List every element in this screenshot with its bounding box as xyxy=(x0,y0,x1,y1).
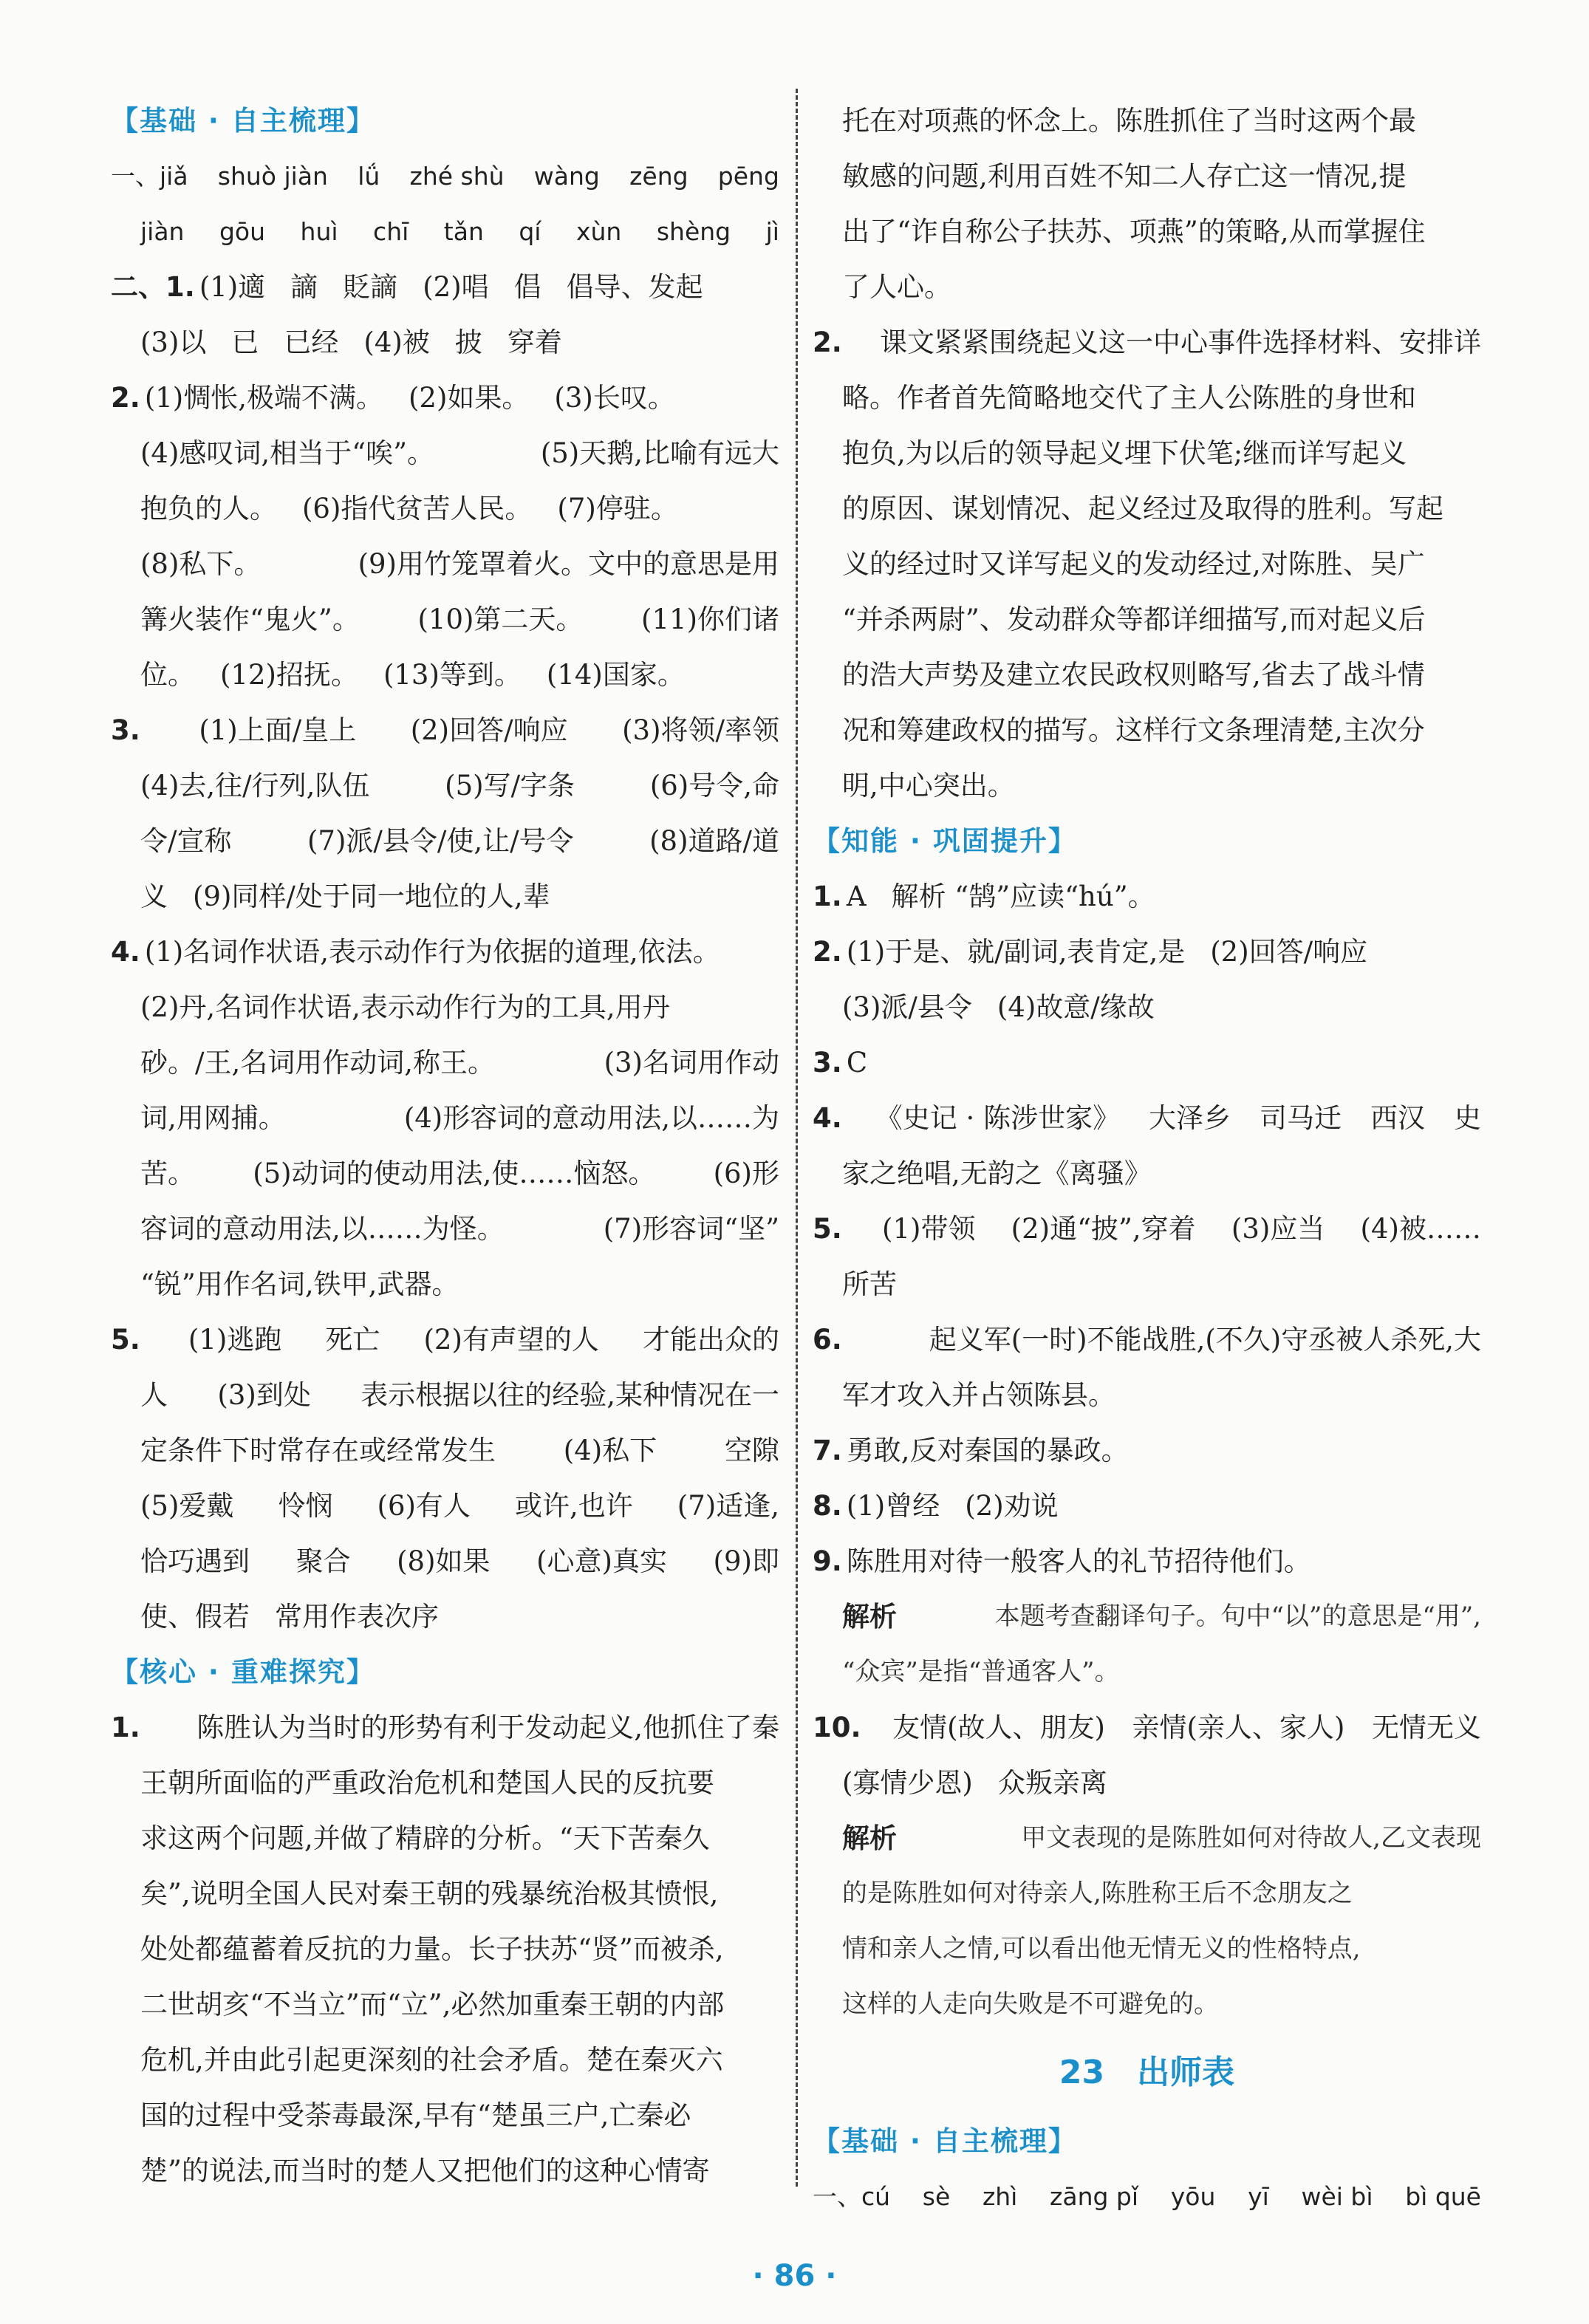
text-segment: jiàn xyxy=(140,217,185,246)
text-line xyxy=(111,1534,779,1589)
text-segment: (5)写/字条 xyxy=(445,770,575,802)
text-line xyxy=(111,1921,779,1977)
item-number: 2. xyxy=(813,936,842,968)
text-segment: 陈胜认为当时的形势有利于发动起义,他抓住了秦 xyxy=(197,1712,779,1743)
text-line xyxy=(111,148,779,204)
text-line xyxy=(813,924,1481,980)
text-segment: yī xyxy=(1248,2182,1269,2211)
text-segment: (3)长叹。 xyxy=(554,382,675,414)
text-line xyxy=(813,1755,1481,1811)
text-segment: shèng xyxy=(656,217,731,246)
text-line xyxy=(111,1811,779,1866)
text-line xyxy=(813,758,1481,813)
text-segment: (3)名词用作动 xyxy=(604,1047,779,1079)
text-line xyxy=(111,1146,779,1201)
text-line xyxy=(111,592,779,647)
text-segment: (5)爱戴 xyxy=(140,1490,234,1522)
text-line xyxy=(111,1423,779,1478)
text-segment: (1)上面/皇上 xyxy=(199,714,357,746)
text-segment: 貶謫 xyxy=(343,271,398,303)
text-segment: (8)道路/道 xyxy=(649,825,779,857)
text-line xyxy=(111,1589,779,1644)
text-segment: 常用作表次序 xyxy=(275,1601,439,1633)
left-column xyxy=(111,93,779,2198)
text-segment: (5)动词的使动用法,使……恼怒。 xyxy=(253,1158,656,1189)
text-segment: (4)私下 xyxy=(563,1435,657,1466)
text-segment: (2)有声望的人 xyxy=(423,1324,599,1356)
text-segment: 国的过程中受荼毒最深,早有“楚虽三户,亡秦必 xyxy=(140,2099,691,2131)
text-segment: (2)通“披”,穿着 xyxy=(1011,1213,1196,1245)
item-number: 7. xyxy=(813,1435,842,1466)
text-line xyxy=(111,2032,779,2088)
text-segment: (7)适逢, xyxy=(677,1490,779,1522)
text-line xyxy=(111,980,779,1035)
text-segment: 亲情(亲人、家人) xyxy=(1132,1712,1345,1743)
text-segment: (4)感叹词,相当于“唉”。 xyxy=(140,437,435,469)
text-segment: (3)将领/率领 xyxy=(622,714,779,746)
text-segment: jì xyxy=(765,217,779,246)
text-segment: sè xyxy=(922,2182,951,2211)
text-line xyxy=(111,259,779,315)
text-line xyxy=(813,481,1481,536)
text-segment: 空隙 xyxy=(724,1435,779,1466)
text-segment: 本题考查翻译句子。句中“以”的意思是“用”, xyxy=(994,1602,1481,1631)
text-segment: 无情无义 xyxy=(1371,1712,1481,1743)
text-segment: “并杀两尉”、发动群众等都详细描写,而对起义后 xyxy=(842,604,1426,635)
text-line xyxy=(813,2169,1481,2224)
text-segment: huì xyxy=(300,217,338,246)
text-segment: 的浩大声势及建立农民政权则略写,省去了战斗情 xyxy=(842,659,1425,691)
text-line xyxy=(813,1644,1481,1700)
text-line xyxy=(111,1090,779,1146)
text-segment: (寡情少恩) xyxy=(842,1767,973,1799)
item-number: 3. xyxy=(813,1047,842,1079)
item-number: 2. xyxy=(111,382,140,414)
text-line xyxy=(111,924,779,980)
text-line xyxy=(111,1367,779,1423)
text-line xyxy=(813,647,1481,703)
text-segment: 矣”,说明全国人民对秦王朝的残暴统治极其愤恨, xyxy=(140,1878,719,1910)
text-segment: 危机,并由此引起更深刻的社会矛盾。楚在秦灭六 xyxy=(140,2044,723,2076)
text-segment: 死亡 xyxy=(325,1324,380,1356)
text-segment: (1)于是、就/副词,表肯定,是 xyxy=(846,936,1186,968)
text-segment: (10)第二天。 xyxy=(417,604,584,635)
text-segment: zāng pǐ xyxy=(1050,2182,1139,2211)
text-line xyxy=(111,758,779,813)
text-segment: 求这两个问题,并做了精辟的分析。“天下苦秦久 xyxy=(140,1822,710,1854)
text-segment: 篝火装作“鬼火”。 xyxy=(140,604,360,635)
text-segment: 恰巧遇到 xyxy=(140,1545,250,1577)
text-segment: C xyxy=(846,1047,868,1079)
text-segment: tǎn xyxy=(443,217,484,246)
text-line xyxy=(813,1423,1481,1478)
text-line xyxy=(813,1367,1481,1423)
text-segment: 倡 xyxy=(513,271,541,303)
text-segment: (6)指代贫苦人民。 xyxy=(302,493,533,524)
text-line xyxy=(813,1312,1481,1367)
text-segment: (1)惆怅,极端不满。 xyxy=(144,382,383,414)
analysis-label: 解析 xyxy=(842,1601,897,1633)
text-line xyxy=(813,1700,1481,1755)
text-segment: 课文紧紧围绕起义这一中心事件选择材料、安排详 xyxy=(880,327,1481,358)
text-segment: 二世胡亥“不当立”而“立”,必然加重秦王朝的内部 xyxy=(140,1989,725,2020)
text-segment: 甲文表现的是陈胜如何对待故人,乙文表现 xyxy=(1021,1823,1481,1853)
text-segment: 西汉 xyxy=(1370,1102,1425,1134)
text-segment: gōu xyxy=(219,217,266,246)
text-line xyxy=(813,259,1481,315)
text-segment: (4)形容词的意动用法,以……为 xyxy=(403,1102,779,1134)
text-segment: wèi bì xyxy=(1301,2182,1373,2211)
text-segment: 出了“诈自称公子扶苏、项燕”的策略,从而掌握住 xyxy=(842,216,1426,247)
text-segment: 位。 xyxy=(140,659,195,691)
text-segment: 的是陈胜如何对待亲人,陈胜称王后不念朋友之 xyxy=(842,1879,1353,1908)
text-segment: 倡导、发起 xyxy=(566,271,703,303)
text-line xyxy=(813,592,1481,647)
text-line xyxy=(813,315,1481,370)
item-number: 4. xyxy=(813,1102,842,1134)
page-number: · 86 · xyxy=(752,2259,837,2293)
text-line xyxy=(111,813,779,869)
text-line xyxy=(111,647,779,703)
text-segment: (7)形容词“坚” xyxy=(603,1213,779,1245)
text-line xyxy=(813,869,1481,924)
text-line xyxy=(111,1035,779,1090)
text-segment: 使、假若 xyxy=(140,1601,250,1633)
text-segment: 砂。/王,名词用作动词,称王。 xyxy=(140,1047,495,1079)
text-segment: pēng xyxy=(717,162,779,191)
text-segment: 的原因、谋划情况、起义经过及取得的胜利。写起 xyxy=(842,493,1443,524)
text-segment: lǘ xyxy=(358,162,380,191)
text-segment: (8)如果 xyxy=(397,1545,491,1577)
text-segment: zhì xyxy=(982,2182,1018,2211)
column-divider xyxy=(796,89,798,2187)
text-line xyxy=(111,703,779,758)
text-segment: 已 xyxy=(231,327,259,358)
text-segment: 怜悯 xyxy=(278,1490,333,1522)
text-line xyxy=(111,1478,779,1534)
text-segment: xùn xyxy=(575,217,622,246)
text-segment: 所苦 xyxy=(842,1268,897,1300)
text-segment: 令/宣称 xyxy=(140,825,232,857)
text-segment: “众宾”是指“普通客人”。 xyxy=(842,1657,1120,1686)
text-segment: (13)等到。 xyxy=(383,659,522,691)
text-segment: 容词的意动用法,以……为怪。 xyxy=(140,1213,505,1245)
text-segment: (2)回答/响应 xyxy=(410,714,568,746)
text-line xyxy=(111,426,779,481)
text-segment: yōu xyxy=(1170,2182,1216,2211)
text-segment: (3)应当 xyxy=(1231,1213,1325,1245)
text-segment: 抱负,为以后的领导起义埋下伏笔;继而详写起义 xyxy=(842,437,1407,469)
text-segment: 了人心。 xyxy=(842,271,951,303)
text-segment: (12)招抚。 xyxy=(220,659,358,691)
text-line xyxy=(111,204,779,259)
text-segment: 军才攻入并占领陈县。 xyxy=(842,1379,1115,1411)
text-segment: A xyxy=(846,881,867,912)
text-line xyxy=(813,1090,1481,1146)
text-segment: 謫 xyxy=(290,271,318,303)
text-segment: 苦。 xyxy=(140,1158,195,1189)
text-line xyxy=(111,1700,779,1755)
item-number: 2. xyxy=(813,327,842,358)
text-segment: 解析 “鹄”应读“hú”。 xyxy=(891,881,1155,912)
text-line xyxy=(813,148,1481,204)
text-segment: 司马迁 xyxy=(1260,1102,1342,1134)
text-segment: (3)到处 xyxy=(217,1379,311,1411)
text-segment: (2)唱 xyxy=(423,271,489,303)
item-number: 4. xyxy=(111,936,140,968)
text-segment: 众叛亲离 xyxy=(997,1767,1107,1799)
text-line xyxy=(813,1977,1481,2032)
text-segment: 陈胜用对待一般客人的礼节招待他们。 xyxy=(846,1545,1311,1577)
text-segment: (1)逃跑 xyxy=(188,1324,282,1356)
text-line xyxy=(813,1257,1481,1312)
text-line xyxy=(111,481,779,536)
text-line xyxy=(111,2088,779,2143)
section-heading: 【知能 · 巩固提升】 xyxy=(813,825,1077,857)
text-segment: 义的经过时又详写起义的发动经过,对陈胜、吴广 xyxy=(842,548,1425,580)
right-column xyxy=(813,93,1481,2224)
text-line xyxy=(111,315,779,370)
text-segment: (5)天鹅,比喻有远大 xyxy=(540,437,779,469)
text-line xyxy=(111,2143,779,2198)
text-line xyxy=(813,703,1481,758)
text-segment: 史 xyxy=(1453,1102,1481,1134)
text-segment: (11)你们诸 xyxy=(641,604,779,635)
item-number: 10. xyxy=(813,1712,861,1743)
text-segment: (6)号令,命 xyxy=(649,770,779,802)
item-number: 3. xyxy=(111,714,140,746)
text-segment: qí xyxy=(519,217,541,246)
section-heading: 【基础 · 自主梳理】 xyxy=(813,2125,1077,2157)
text-segment: 表示根据以往的经验,某种情况在一 xyxy=(360,1379,779,1411)
text-line xyxy=(111,1312,779,1367)
text-segment: (6)形 xyxy=(713,1158,779,1189)
text-segment: 一、cú xyxy=(813,2182,891,2211)
text-line xyxy=(813,1534,1481,1589)
text-segment: 《史记 · 陈涉世家》 xyxy=(875,1102,1121,1134)
text-segment: shuò jiàn xyxy=(217,162,328,191)
text-segment: 家之绝唱,无韵之《离骚》 xyxy=(842,1158,1152,1189)
text-line xyxy=(813,1589,1481,1644)
text-line xyxy=(813,1035,1481,1090)
text-segment: chī xyxy=(373,217,409,246)
text-line xyxy=(813,370,1481,426)
text-line xyxy=(813,1811,1481,1866)
text-segment: 略。作者首先简略地交代了主人公陈胜的身世和 xyxy=(842,382,1416,414)
text-segment: 况和筹建政权的描写。这样行文条理清楚,主次分 xyxy=(842,714,1425,746)
text-line xyxy=(813,426,1481,481)
section-heading: 【核心 · 重难探究】 xyxy=(111,1656,375,1688)
text-segment: 起义军(一时)不能战胜,(不久)守丞被人杀死,大 xyxy=(929,1324,1481,1356)
text-segment: 友情(故人、朋友) xyxy=(892,1712,1105,1743)
item-number: 5. xyxy=(813,1213,842,1245)
text-segment: (7)停驻。 xyxy=(557,493,678,524)
text-segment: wàng xyxy=(533,162,600,191)
text-line xyxy=(111,869,779,924)
text-segment: 词,用网捕。 xyxy=(140,1102,286,1134)
text-segment: (心意)真实 xyxy=(536,1545,667,1577)
text-line xyxy=(813,1478,1481,1534)
text-segment: (2)回答/响应 xyxy=(1210,936,1368,968)
text-line xyxy=(813,1146,1481,1201)
item-number: 8. xyxy=(813,1490,842,1522)
text-segment: (4)故意/缘故 xyxy=(997,991,1155,1023)
text-segment: 义 xyxy=(140,881,168,912)
text-segment: (1)名词作状语,表示动作行为依据的道理,依法。 xyxy=(144,936,720,968)
text-segment: (4)被 xyxy=(363,327,430,358)
item-number: 6. xyxy=(813,1324,842,1356)
text-segment: 托在对项燕的怀念上。陈胜抓住了当时这两个最 xyxy=(842,105,1416,137)
text-segment: 人 xyxy=(140,1379,168,1411)
item-number: 5. xyxy=(111,1324,140,1356)
text-line xyxy=(813,536,1481,592)
text-segment: 勇敢,反对秦国的暴政。 xyxy=(846,1435,1129,1466)
text-segment: zhé shù xyxy=(409,162,505,191)
text-segment: bì quē xyxy=(1405,2182,1481,2211)
text-segment: (14)国家。 xyxy=(546,659,685,691)
text-segment: (2)劝说 xyxy=(965,1490,1059,1522)
text-segment: (9)同样/处于同一地位的人,辈 xyxy=(193,881,550,912)
text-segment: 明,中心突出。 xyxy=(842,770,1015,802)
text-line xyxy=(111,536,779,592)
text-segment: (8)私下。 xyxy=(140,548,262,580)
text-segment: 情和亲人之情,可以看出他无情无义的性格特点, xyxy=(842,1934,1361,1964)
text-segment: (3)以 xyxy=(140,327,207,358)
text-line xyxy=(111,370,779,426)
text-segment: zēng xyxy=(629,162,688,191)
text-segment: 处处都蕴蓄着反抗的力量。长子扶苏“贤”而被杀, xyxy=(140,1933,724,1965)
text-segment: 聚合 xyxy=(295,1545,351,1577)
text-segment: 已经 xyxy=(284,327,339,358)
text-line xyxy=(111,1866,779,1921)
text-line xyxy=(111,1257,779,1312)
text-line xyxy=(813,1201,1481,1257)
item-number: 1. xyxy=(111,1712,140,1743)
text-segment: 大泽乡 xyxy=(1149,1102,1231,1134)
text-line xyxy=(111,1755,779,1811)
text-line xyxy=(813,93,1481,148)
text-segment: “锐”用作名词,铁甲,武器。 xyxy=(140,1268,459,1300)
text-line xyxy=(813,1866,1481,1921)
text-line xyxy=(111,1201,779,1257)
text-segment: (4)去,往/行列,队伍 xyxy=(140,770,370,802)
item-number: 二、1. xyxy=(111,271,195,303)
item-number: 9. xyxy=(813,1545,842,1577)
text-segment: (4)被…… xyxy=(1360,1213,1481,1245)
analysis-label: 解析 xyxy=(842,1822,897,1854)
text-segment: (6)有人 xyxy=(377,1490,471,1522)
item-number: 1. xyxy=(813,881,842,912)
text-segment: (9)用竹笼罩着火。文中的意思是用 xyxy=(358,548,779,580)
text-segment: (9)即 xyxy=(713,1545,779,1577)
text-segment: (1)曾经 xyxy=(846,1490,940,1522)
text-segment: 披 xyxy=(454,327,482,358)
text-segment: 楚”的说法,而当时的楚人又把他们的这种心情寄 xyxy=(140,2155,710,2187)
text-line xyxy=(813,1921,1481,1977)
text-segment: (2)如果。 xyxy=(408,382,530,414)
text-segment: (1)適 xyxy=(199,271,266,303)
text-segment: 定条件下时常存在或经常发生 xyxy=(140,1435,496,1466)
lesson-title: 23 出师表 xyxy=(1059,2054,1235,2091)
text-segment: 才能出众的 xyxy=(642,1324,779,1356)
text-segment: (3)派/县令 xyxy=(842,991,972,1023)
section-heading: 【基础 · 自主梳理】 xyxy=(111,105,375,137)
text-segment: (1)带领 xyxy=(882,1213,976,1245)
text-line xyxy=(813,204,1481,259)
text-segment: 穿着 xyxy=(507,327,562,358)
text-segment: 或许,也许 xyxy=(514,1490,633,1522)
text-segment: (7)派/县令/使,让/号令 xyxy=(307,825,574,857)
text-segment: 这样的人走向失败是不可避免的。 xyxy=(842,1989,1219,2019)
text-line xyxy=(111,1977,779,2032)
text-segment: (2)丹,名词作状语,表示动作行为的工具,用丹 xyxy=(140,991,670,1023)
text-segment: 王朝所面临的严重政治危机和楚国人民的反抗要 xyxy=(140,1767,714,1799)
text-segment: 抱负的人。 xyxy=(140,493,277,524)
text-segment: 一、jiǎ xyxy=(111,162,188,191)
text-line xyxy=(813,980,1481,1035)
text-segment: 敏感的问题,利用百姓不知二人存亡这一情况,提 xyxy=(842,160,1407,192)
